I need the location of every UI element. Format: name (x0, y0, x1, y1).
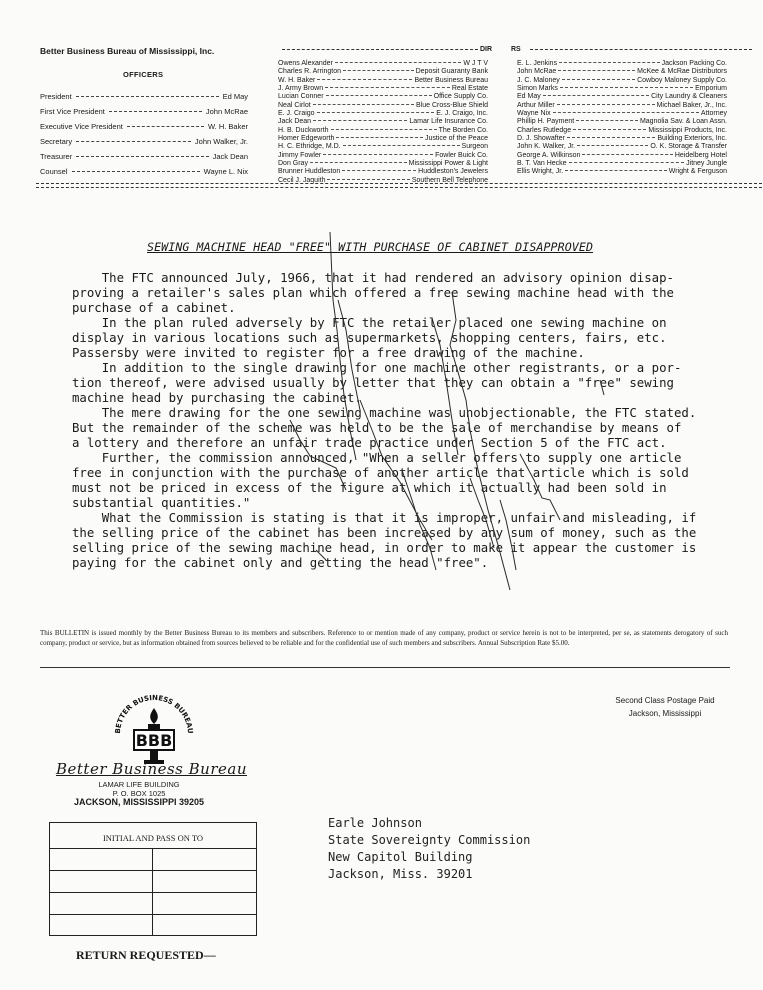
logo-arc-text: BETTER BUSINESS BUREAU (113, 693, 195, 734)
director-row (278, 60, 488, 68)
torch-flame-icon (150, 708, 158, 724)
director-name: Cecil J. Jaquith (278, 176, 326, 184)
recipient-line: Earle Johnson (328, 816, 422, 830)
director-affiliation: City Laundry & Cleaners (651, 93, 727, 101)
officer-title: Secretary (40, 137, 73, 146)
officer-title: Executive Vice President (40, 122, 123, 131)
director-row (517, 85, 727, 93)
article-heading: SEWING MACHINE HEAD "FREE" WITH PURCHASE OF CABINET DISAPPROVED (147, 240, 594, 254)
director-affiliation: McKee & McRae Distributors (637, 68, 727, 76)
sender-address (64, 780, 214, 807)
director-affiliation: Cowboy Maloney Supply Co. (637, 76, 727, 84)
director-row (517, 93, 727, 101)
article-line: paying for the cabinet only and getting the head "free". (72, 556, 489, 570)
bbb-torch-logo (110, 690, 198, 768)
officer-name: John McRae (205, 107, 248, 116)
director-row (278, 143, 488, 151)
director-name: George A. Wilkinson (517, 151, 581, 159)
director-affiliation: Huddleston's Jewelers (418, 168, 488, 176)
director-name: Neal Cirlot (278, 101, 311, 109)
director-name: E. L. Jenkins (517, 60, 558, 67)
officer-name: W. H. Baker (207, 122, 248, 131)
article-line: proving a retailer's sales plan which offered a free sewing machine head with the (72, 286, 674, 300)
director-row (517, 77, 727, 85)
director-affiliation: Mississippi Products, Inc. (648, 126, 727, 134)
officers-title: OFFICERS (123, 70, 164, 79)
director-affiliation: Surgeon (461, 143, 488, 151)
header-divider (36, 187, 762, 188)
director-name: D. J. Showafter (517, 135, 565, 143)
directors-column-2 (517, 60, 727, 177)
director-row (278, 85, 488, 93)
director-affiliation: Real Estate (451, 85, 488, 93)
postage-line: Second Class Postage Paid (615, 696, 715, 705)
postage-indicia (580, 694, 750, 720)
article-line: machine head by purchasing the cabinet. (72, 391, 362, 405)
director-row (278, 110, 488, 118)
director-affiliation: Justice of the Peace (424, 135, 488, 143)
director-affiliation: Mississippi Power & Light (408, 160, 488, 168)
officer-row (40, 137, 248, 146)
director-affiliation: Attorney (700, 110, 727, 118)
organization-name: Better Business Bureau of Mississippi, Inc. (40, 46, 215, 56)
director-affiliation: Jitney Jungle (686, 160, 727, 168)
director-row (517, 102, 727, 110)
director-name: H. C. Ethridge, M.D. (278, 143, 341, 151)
director-affiliation: E. J. Craigo, Inc. (436, 110, 488, 118)
director-row (278, 168, 488, 176)
director-row (517, 110, 727, 118)
article-line: But the remainder of the scheme was held to be the sale of merchandise by means of (72, 421, 682, 435)
directors-label-left: DIR (480, 46, 493, 53)
article-line: The FTC announced July, 1966, that it had rendered an advisory opinion disap- (72, 271, 674, 285)
director-row (517, 118, 727, 126)
officer-name: Ed May (222, 92, 248, 101)
director-name: Brunner Huddleston (278, 168, 341, 176)
director-name: Lucian Conner (278, 93, 324, 101)
officer-row (40, 107, 248, 116)
director-affiliation: Building Exteriors, Inc. (657, 135, 727, 143)
director-affiliation: Emporium (695, 85, 727, 93)
director-name: Homer Edgeworth (278, 135, 335, 143)
director-affiliation: Jackson Packing Co. (661, 60, 727, 67)
director-affiliation: Fowler Buick Co. (435, 151, 488, 159)
article-line: Passersby were invited to register for a free drawing of the machine. (72, 346, 585, 360)
director-row (517, 143, 727, 151)
director-affiliation: Heidelberg Hotel (674, 151, 727, 159)
routing-header: INITIAL AND PASS ON TO (102, 833, 204, 843)
sender-po-box: P. O. BOX 1025 (112, 789, 166, 798)
officer-name: Jack Dean (212, 152, 248, 161)
director-name: Owens Alexander (278, 60, 333, 67)
director-affiliation: Office Supply Co. (433, 93, 488, 101)
director-row (278, 93, 488, 101)
routing-box (49, 822, 257, 936)
notice-divider (40, 667, 730, 668)
director-affiliation: Wright & Ferguson (668, 168, 727, 176)
director-name: Ed May (517, 93, 541, 101)
officer-title: President (40, 92, 72, 101)
director-affiliation: O. K. Storage & Transfer (650, 143, 727, 151)
director-name: John McRae (517, 68, 557, 76)
article-line: the selling price of the cabinet has been increased by any sum of money, such as the (72, 526, 697, 540)
article-line: purchase of a cabinet. (72, 301, 236, 315)
return-requested: RETURN REQUESTED— (76, 948, 216, 962)
article-line: must not be priced in excess of the figure at which it actually had been sold in (72, 481, 667, 495)
director-row (278, 118, 488, 126)
director-name: Jack Dean (278, 118, 312, 126)
article-line: selling price of the sewing machine head, in order to make it appear the customer is (72, 541, 697, 555)
postage-line: Jackson, Mississippi (628, 709, 702, 718)
sender-name: Better Business Bureau (56, 760, 247, 778)
officer-row (40, 122, 248, 131)
article-line: tion thereof, were advised usually by letter that they can obtain a "free" sewing (72, 376, 674, 390)
director-affiliation: Southern Bell Telephone (411, 176, 488, 184)
sender-city: JACKSON, MISSISSIPPI 39205 (73, 797, 205, 807)
director-name: John K. Walker, Jr. (517, 143, 576, 151)
director-row (278, 77, 488, 85)
logo-mark: BBB (135, 731, 173, 750)
director-row (278, 152, 488, 160)
director-row (517, 168, 727, 176)
recipient-line: New Capitol Building (328, 850, 473, 864)
director-name: Ellis Wright, Jr. (517, 168, 564, 176)
director-name: Simon Marks (517, 85, 558, 93)
officer-name: John Walker, Jr. (194, 137, 248, 146)
article-line: What the Commission is stating is that it is improper, unfair and misleading, if (72, 511, 697, 525)
director-affiliation: Better Business Bureau (414, 76, 488, 84)
director-affiliation: Lamar Life Insurance Co. (409, 118, 488, 126)
director-row (517, 127, 727, 135)
directors-label-right: RS (511, 46, 521, 53)
article-line: Further, the commission announced, "When a seller offers to supply one article (72, 451, 682, 465)
director-affiliation: Michael Baker, Jr., Inc. (656, 101, 727, 109)
officer-title: Treasurer (40, 152, 73, 161)
director-row (278, 135, 488, 143)
header-divider (36, 183, 762, 184)
director-row (517, 152, 727, 160)
director-affiliation: Magnolia Sav. & Loan Assn. (639, 118, 727, 126)
director-affiliation: W J T V (463, 60, 488, 67)
officer-row (40, 92, 248, 101)
article-line: In addition to the single drawing for one machine other registrants, or a por- (72, 361, 682, 375)
director-name: H. B. Duckworth (278, 126, 329, 134)
directors-column-1 (278, 60, 488, 185)
director-name: Arthur Miller (517, 101, 555, 109)
director-row (278, 68, 488, 76)
article-line: substantial quantities." (72, 496, 251, 510)
article-line: display in various locations such as supermarkets, shopping centers, fairs, etc. (72, 331, 667, 345)
director-row (278, 127, 488, 135)
officer-row (40, 152, 248, 161)
article-line: a lottery and therefore an unfair trade practice under Section 5 of the FTC act. (72, 436, 667, 450)
director-name: B. T. Van Hecke (517, 160, 567, 168)
director-name: Don Gray (278, 160, 308, 168)
director-name: Jimmy Fowler (278, 151, 322, 159)
director-row (517, 68, 727, 76)
director-affiliation: The Borden Co. (438, 126, 488, 134)
director-row (517, 60, 727, 68)
director-row (278, 102, 488, 110)
director-row (517, 160, 727, 168)
director-name: Charles R. Arrington (278, 68, 342, 76)
sender-building: LAMAR LIFE BUILDING (98, 780, 180, 789)
director-name: Wayne Nix (517, 110, 551, 118)
director-row (278, 160, 488, 168)
article-line: The mere drawing for the one sewing machine was unobjectionable, the FTC stated. (72, 406, 697, 420)
director-name: E. J. Craigo (278, 110, 315, 118)
article-line: free in conjunction with the purchase of another article that article which is sold (72, 466, 689, 480)
director-name: Phillip H. Payment (517, 118, 575, 126)
director-name: J. Army Brown (278, 85, 324, 93)
officer-title: First Vice President (40, 107, 105, 116)
directors-heading (282, 46, 763, 54)
article-line: In the plan ruled adversely by FTC the retailer placed one sewing machine on (72, 316, 667, 330)
director-affiliation: Blue Cross-Blue Shield (416, 101, 488, 109)
officer-name: Wayne L. Nix (203, 167, 248, 176)
officer-title: Counsel (40, 167, 68, 176)
bulletin-notice: This BULLETIN is issued monthly by the Better Business Bureau to its members and subscribers. Reference to or mention made of any company, product or service herein is not to be interpreted, per se, as statements derogatory of such company, product or service, but as information obtained from sources believed to be reliable and for the confidential use of such members and subscribers. Annual Subscription Rate $5.00. (40, 629, 728, 647)
officer-row (40, 167, 248, 176)
article-body (72, 271, 752, 571)
director-name: W. H. Baker (278, 76, 316, 84)
director-name: Charles Rutledge (517, 126, 572, 134)
director-row (517, 135, 727, 143)
recipient-line: Jackson, Miss. 39201 (328, 867, 473, 881)
recipient-address (328, 815, 530, 883)
director-name: J. C. Maloney (517, 76, 560, 84)
recipient-line: State Sovereignty Commission (328, 833, 531, 847)
director-affiliation: Deposit Guaranty Bank (415, 68, 488, 76)
